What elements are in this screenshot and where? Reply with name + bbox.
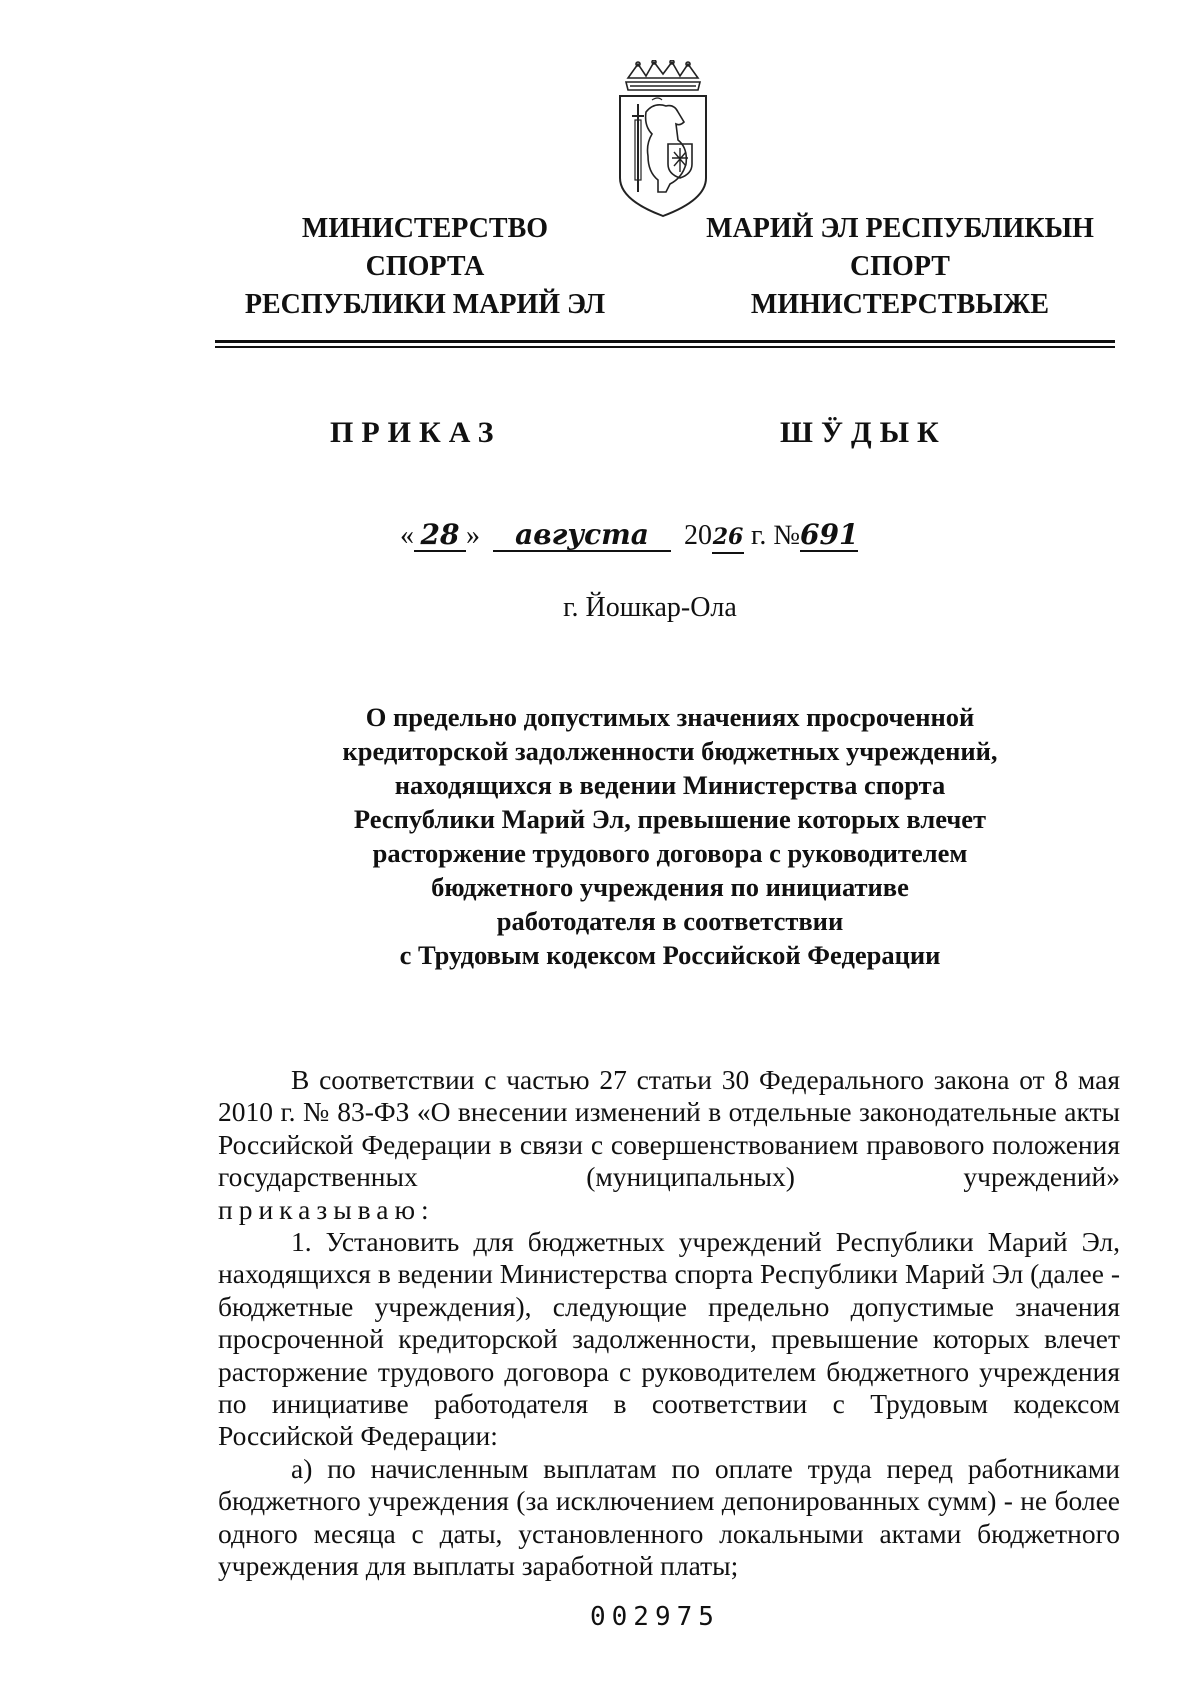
year-label: г.	[751, 520, 767, 551]
order-word: приказываю:	[218, 1193, 435, 1225]
header-right-line: МИНИСТЕРСТВЫЖЕ	[750, 289, 1050, 320]
title-line: расторжение трудового договора с руководителем	[372, 838, 968, 868]
number-sign: №	[773, 520, 801, 551]
year-prefix: 20	[684, 520, 712, 551]
title-line: находящихся в ведении Министерства спорта	[394, 770, 946, 800]
title-line: работодателя в соответствии	[496, 906, 844, 936]
header-left-line: РЕСПУБЛИКИ МАРИЙ ЭЛ	[244, 289, 606, 320]
close-quote: »	[466, 520, 480, 551]
header-left-line: МИНИСТЕРСТВО	[301, 213, 549, 244]
coat-of-arms-icon	[608, 60, 718, 218]
document-title	[290, 700, 1050, 972]
ministry-name-mari	[690, 210, 1110, 324]
order-title-mari: ШӰДЫК	[780, 416, 947, 449]
handwritten-day: 28	[414, 520, 466, 552]
preamble-paragraph: В соответствии с частью 27 статьи 30 Федерального закона от 8 мая 2010 г. № 83-ФЗ «О внесении изменений в отдельные законодательные акты Российской Федерации в связи с совершенствованием правового положения государственных (муниципальных) учреждений»	[218, 1064, 1120, 1193]
title-line: Республики Марий Эл, превышение которых влечет	[353, 804, 987, 834]
handwritten-year: 26	[712, 522, 744, 554]
header-left-line: СПОРТА	[365, 251, 485, 282]
header-divider-bottom	[215, 346, 1115, 348]
item-1-paragraph: 1. Установить для бюджетных учреждений Республики Марий Эл, находящихся в ведении Министерства спорта Республики Марий Эл (далее - бюджетные учреждения), следующие предельно допустимые значения просроченной кредиторской задолженности, превышение которых влечет расторжение трудового договора с руководителем бюджетного учреждения по инициативе работодателя в соответствии с Трудовым кодексом Российской Федерации:	[218, 1226, 1120, 1452]
item-1a-paragraph: а) по начисленным выплатам по оплате труда перед работниками бюджетного учреждения (за исключением депонированных сумм) - не более одного месяца с даты, установленного локальными актами бюджетного учреждения для выплаты заработной платы;	[218, 1452, 1120, 1582]
open-quote: «	[400, 520, 414, 551]
ministry-name-russian	[230, 210, 620, 324]
serial-number: 002975	[590, 1602, 720, 1632]
title-line: кредиторской задолженности бюджетных учреждений,	[342, 736, 998, 766]
header-right-line: СПОРТ	[850, 251, 950, 282]
handwritten-number: 691	[800, 518, 859, 551]
header-divider-top	[215, 340, 1115, 343]
city-name: г. Йошкар-Ола	[563, 592, 737, 623]
title-line: бюджетного учреждения по инициативе	[431, 872, 909, 902]
document-body	[218, 1064, 1120, 1583]
header-right-line: МАРИЙ ЭЛ РЕСПУБЛИКЫН	[706, 213, 1094, 244]
date-line	[400, 520, 858, 554]
title-line: О предельно допустимых значениях просроченной	[365, 702, 975, 732]
title-line: с Трудовым кодексом Российской Федерации	[399, 940, 941, 970]
order-title-russian: ПРИКАЗ	[330, 416, 502, 449]
handwritten-month: августа	[493, 520, 671, 552]
